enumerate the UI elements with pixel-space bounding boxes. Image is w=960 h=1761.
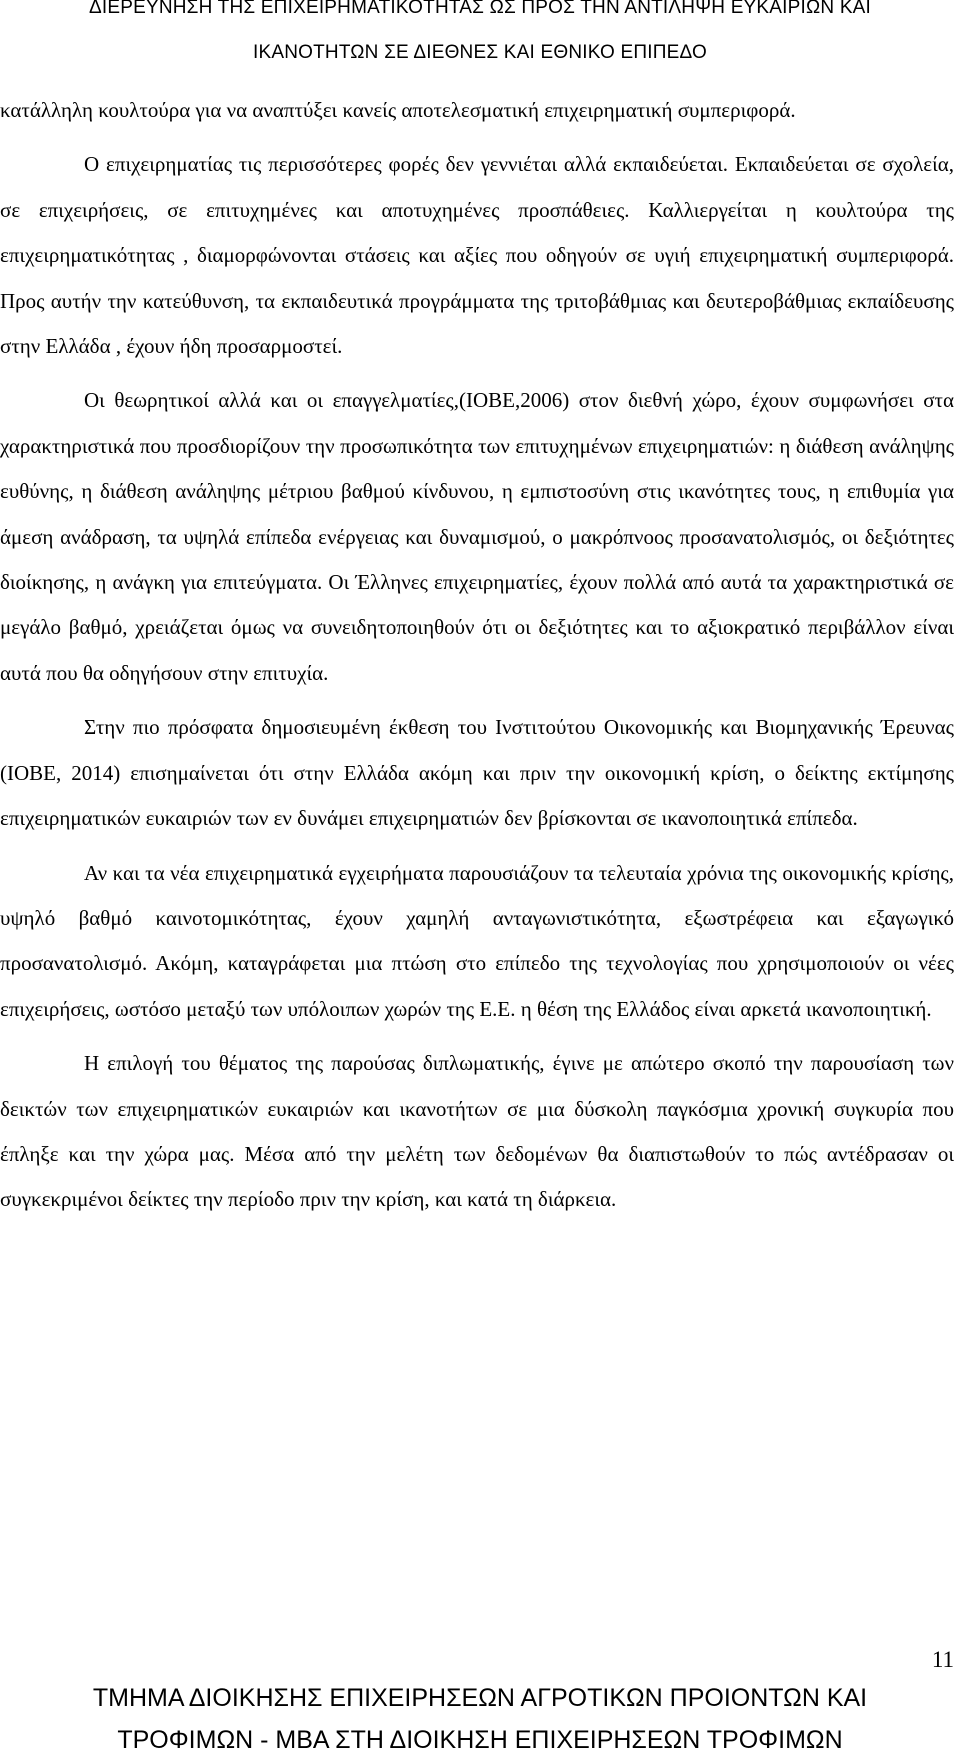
paragraph-entrepreneur-education: Ο επιχειρηματίας τις περισσότερες φορές δεν γεννιέται αλλά εκπαιδεύεται. Εκπαιδεύεται σε σχολεία, σε επιχειρήσεις, σε επιτυχημένες και αποτυχημένες προσπάθειες. Καλλιεργείται η κουλτούρα της επιχειρηματικότητας , διαμορφώνονται στάσεις και αξίες που οδηγούν σε υγιή επιχειρηματική συμπεριφορά. Προς αυτήν την κατεύθυνση, τα εκπαιδευτικά προγράμματα της τριτοβάθμιας και δευτεροβάθμιας εκπαίδευσης στην Ελλάδα , έχουν ήδη προσαρμοστεί. [0,152,954,359]
paragraph-iobe-report: Στην πιο πρόσφατα δημοσιευμένη έκθεση του Ινστιτούτου Οικονομικής και Βιομηχανικής Έρευνας (ΙΟΒΕ, 2014) επισημαίνεται ότι στην Ελλάδα ακόμη και πριν την οικονομική κρίση, ο δείκτης εκτίμησης επιχειρηματικών ευκαιριών των εν δυνάμει επιχειρηματιών δεν βρίσκονται σε ικανοποιητικά επίπεδα. [0,715,954,831]
footer-line-1: ΤΜΗΜΑ ΔΙΟΙΚΗΣΗΣ ΕΠΙΧΕΙΡΗΣΕΩΝ ΑΓΡΟΤΙΚΩΝ ΠΡΟΙΟΝΤΩΝ ΚΑΙ [92,1684,868,1712]
page-number: 11 [931,1647,954,1672]
paragraph-entrepreneur-traits: Οι θεωρητικοί αλλά και οι επαγγελματίες,(ΙΟΒΕ,2006) στον διεθνή χώρο, έχουν συμφωνήσει στα χαρακτηριστικά που προσδιορίζουν την προσωπικότητα των επιτυχημένων επιχειρηματιών: η διάθεση ανάληψης ευθύνης, η διάθεση ανάληψης μέτριου βαθμού κίνδυνου, η εμπιστοσύνη στις ικανότητες τους, η επιθυμία για άμεση ανάδραση, τα υψηλά επίπεδα ενέργειας και δυναμισμού, ο μακρόπνοος προσανατολισμός, οι δεξιότητες διοίκησης, η ανάγκη για επιτεύγματα. Οι Έλληνες επιχειρηματίες, έχουν πολλά από αυτά τα χαρακτηριστικά σε μεγάλο βαθμό, χρειάζεται όμως να συνειδητοποιηθούν ότι οι δεξιότητες και το αξιοκρατικό περιβάλλον είναι αυτά που θα οδηγήσουν στην επιτυχία. [0,388,954,685]
header-line-2: ΙΚΑΝΟΤΗΤΩΝ ΣΕ ΔΙΕΘΝΕΣ ΚΑΙ ΕΘΝΙΚΟ ΕΠΙΠΕΔΟ [252,42,708,63]
running-footer [0,1677,960,1761]
footer-line-2: ΤΡΟΦΙΜΩΝ - ΜΒΑ ΣΤΗ ΔΙΟΙΚΗΣΗ ΕΠΙΧΕΙΡΗΣΕΩΝ ΤΡΟΦΙΜΩΝ [117,1726,843,1754]
paragraph-continuation: κατάλληλη κουλτούρα για να αναπτύξει κανείς αποτελεσματική επιχειρηματική συμπεριφορά. [0,98,796,122]
paragraph-thesis-purpose: Η επιλογή του θέματος της παρούσας διπλωματικής, έγινε με απώτερο σκοπό την παρουσίαση των δεικτών των επιχειρηματικών ευκαιριών και ικανοτήτων σε μια δύσκολη παγκόσμια χρονική συγκυρία που έπληξε και την χώρα μας. Μέσα από την μελέτη των δεδομένων θα διαπιστωθούν το πώς αντέδρασαν οι συγκεκριμένοι δείκτες την περίοδο πριν την κρίση, και κατά τη διάρκεια. [0,1051,954,1212]
header-line-1: ΔΙΕΡΕΥΝΗΣΗ ΤΗΣ ΕΠΙΧΕΙΡΗΜΑΤΙΚΟΤΗΤΑΣ ΩΣ ΠΡΟΣ ΤΗΝ ΑΝΤΙΛΗΨΗ ΕΥΚΑΙΡΙΩΝ ΚΑΙ [88,0,872,18]
paragraph-new-ventures: Αν και τα νέα επιχειρηματικά εγχειρήματα παρουσιάζουν τα τελευταία χρόνια της οικονομικής κρίσης, υψηλό βαθμό καινοτομικότητας, έχουν χαμηλή ανταγωνιστικότητα, εξωστρέφεια και εξαγωγικό προσανατολισμό. Ακόμη, καταγράφεται μια πτώση στο επίπεδο της τεχνολογίας που χρησιμοποιούν οι νέες επιχειρήσεις, ωστόσο μεταξύ των υπόλοιπων χωρών της Ε.Ε. η θέση της Ελλάδος είναι αρκετά ικανοποιητική. [0,860,954,1021]
body-text [0,88,954,1223]
